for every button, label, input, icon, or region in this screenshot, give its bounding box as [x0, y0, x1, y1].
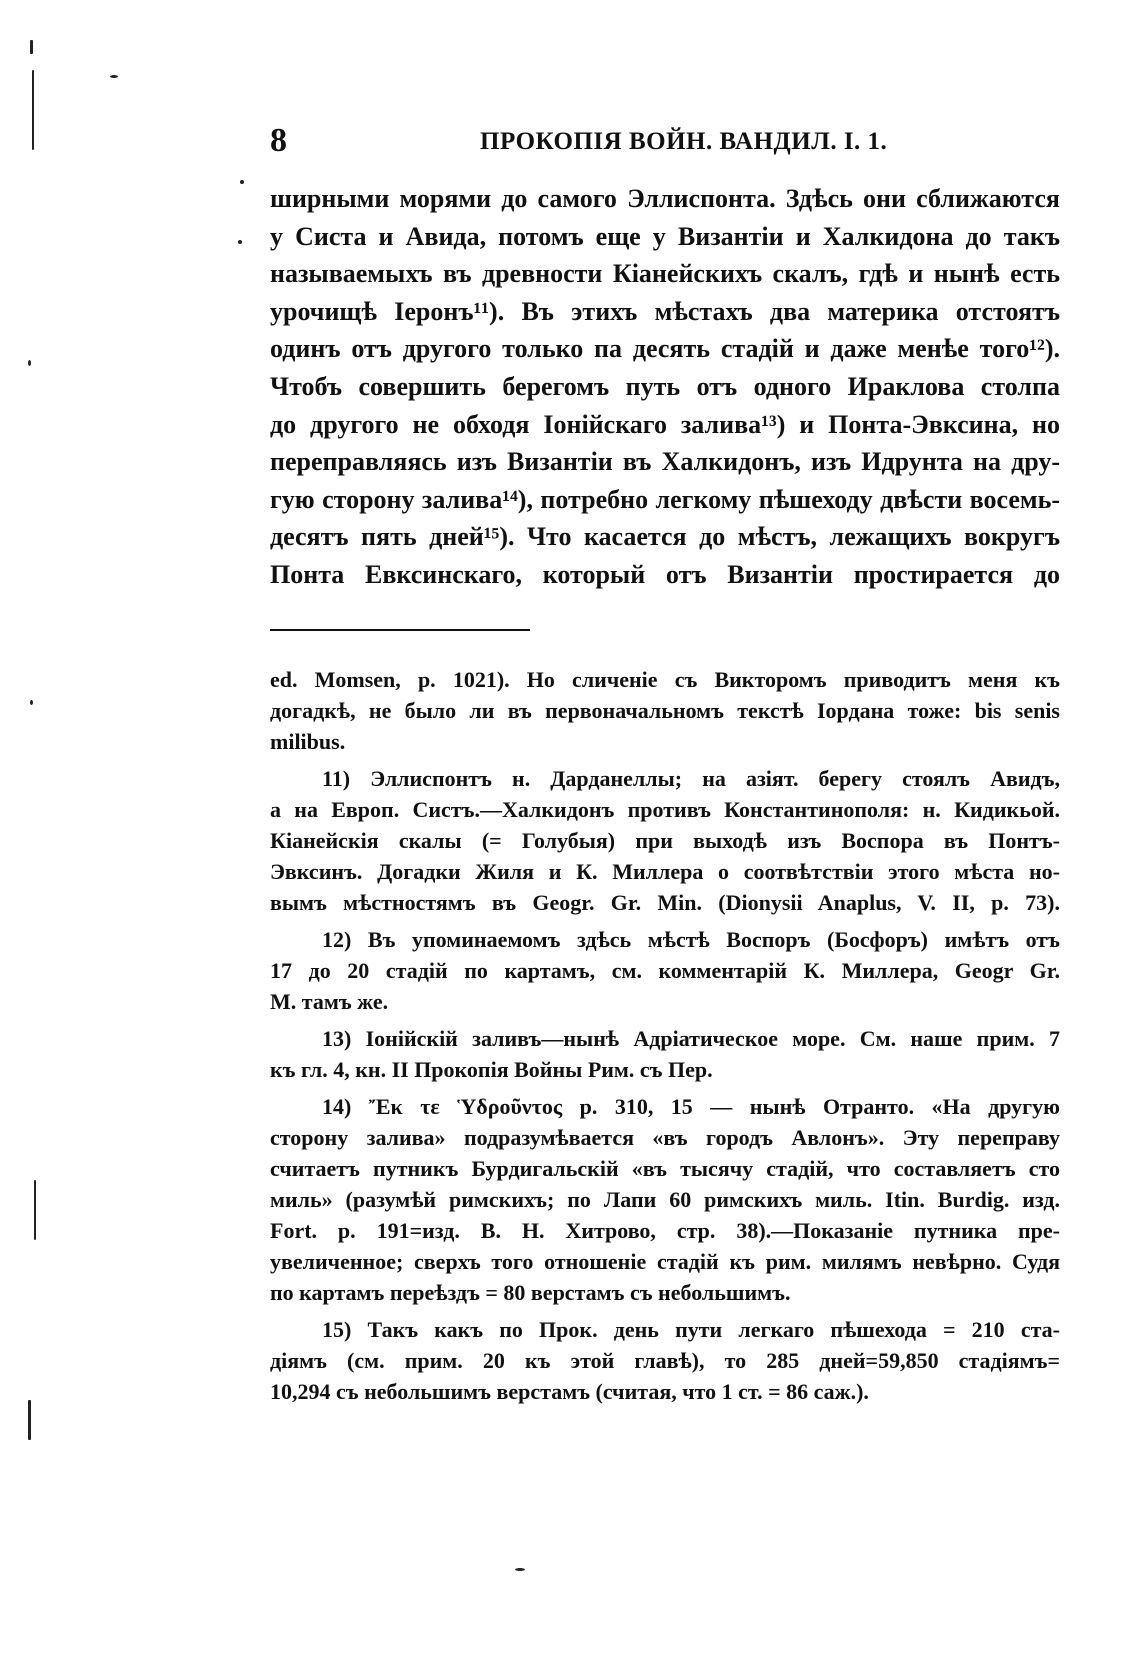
footnote-line: а на Европ. Систъ.—Халкидонъ противъ Константинополя: н. Кидикьой.: [270, 797, 1060, 822]
footnote-line: M. тамъ же.: [270, 989, 389, 1014]
main-text-line: Понта Евксинскаго, который отъ Византіи простирается до: [270, 559, 1060, 589]
footnote-line: 15) Такъ какъ по Прок. день пути легкаго пѣшехода = 210 ста-: [322, 1317, 1060, 1342]
footnote-line: 13) Іонійскій заливъ—нынѣ Адріатическое море. См. наше прим. 7: [322, 1026, 1060, 1051]
footnote-line: къ гл. 4, кн. II Прокопія Войны Рим. съ Пер.: [270, 1057, 713, 1082]
footnote-14: [270, 1091, 1060, 1308]
footnote-line: Fort. p. 191=изд. В. Н. Хитрово, стр. 38).—Показаніе путника пре-: [270, 1218, 1060, 1243]
main-text-line: гую сторону залива¹⁴), потребно легкому пѣшеходу двѣсти восемь-: [270, 484, 1060, 514]
footnote-line: діямъ (см. прим. 20 къ этой главѣ), то 285 дней=59,850 стадіямъ=: [270, 1348, 1060, 1373]
main-text-line: называемыхъ въ древности Кіанейскихъ скалъ, гдѣ и нынѣ есть: [270, 259, 1060, 289]
footnote-11: [270, 763, 1060, 918]
footnote-line: 12) Въ упоминаемомъ здѣсь мѣстѣ Воспоръ (Босфоръ) имѣтъ отъ: [322, 927, 1060, 952]
footnote-line: Эвксинъ. Догадки Жиля и К. Миллера о соотвѣтствіи этого мѣста но-: [270, 859, 1060, 884]
footnote-line: 10,294 съ небольшимъ верстамъ (считая, что 1 ст. = 86 саж.).: [270, 1379, 869, 1404]
scan-speck: [110, 75, 118, 78]
footnote-13: [270, 1023, 1060, 1085]
footnote-line: вымъ мѣстностямъ въ Geogr. Gr. Min. (Dionysii Anaplus, V. II, p. 73).: [270, 890, 1060, 915]
main-text-line: Чтобъ совершить берегомъ путь отъ одного Иракловa столпа: [270, 371, 1060, 401]
scan-speck: [238, 240, 242, 244]
main-text-line: у Систа и Авида, потомъ еще у Византіи и Халкидона до такъ: [270, 221, 1060, 251]
scan-speck: [34, 1180, 36, 1240]
main-text: [270, 180, 1060, 594]
scan-speck: [28, 360, 31, 366]
footnote-line: 14) Ἔκ τε Ὑδροῦντος p. 310, 15 — нынѣ Отранто. «На другую: [322, 1094, 1060, 1119]
footnote-15: [270, 1314, 1060, 1407]
scan-speck: [30, 40, 33, 54]
scan-speck: [32, 70, 34, 150]
main-text-line: переправляясь изъ Византіи въ Халкидонъ, изъ Идрунта на дру-: [270, 447, 1060, 477]
footnote-line: 11) Эллиспонтъ н. Дарданеллы; на азіят. берегу стоялъ Авидъ,: [322, 766, 1060, 791]
main-text-line: одинъ отъ другого только па десять стадій и даже менѣе того¹²).: [270, 334, 1060, 364]
footnote-separator: [270, 629, 530, 631]
scan-speck: [240, 180, 244, 184]
main-text-line: десятъ пять дней¹⁵). Что касается до мѣстъ, лежащихъ вокругъ: [270, 522, 1060, 552]
footnote-line: увеличенное; сверхъ того отношеніе стадій къ рим. милямъ невѣрно. Судя: [270, 1249, 1060, 1274]
footnote-line: по картамъ переѣздъ = 80 верстамъ съ небольшимъ.: [270, 1280, 791, 1305]
footnote-line: 17 до 20 стадій по картамъ, см. комментарій К. Миллера, Geogr Gr.: [270, 958, 1060, 983]
scan-speck: [30, 700, 33, 705]
scan-speck: [515, 1568, 525, 1571]
footnotes: [270, 664, 1060, 1407]
footnote-line: догадкѣ, не было ли въ первоначальномъ текстѣ Іордана тоже: bis senis: [270, 698, 1060, 723]
main-text-line: до другого не обходя Іонійскаго залива¹³) и Понта-Эвксина, но: [270, 409, 1060, 439]
footnote-12: [270, 924, 1060, 1017]
running-title: ПРОКОПІЯ ВОЙН. ВАНДИЛ. I. 1.: [480, 128, 888, 155]
footnote-line: milibus.: [270, 729, 346, 754]
footnote-line: ed. Momsen, p. 1021). Но сличеніе съ Викторомъ приводитъ меня къ: [270, 667, 1060, 692]
footnote-line: миль» (разумѣй римскихъ; по Лапи 60 римскихъ миль. Itin. Burdig. изд.: [270, 1187, 1060, 1212]
main-text-line: урочищѣ Іеронъ¹¹). Въ этихъ мѣстахъ два материка отстоятъ: [270, 296, 1060, 326]
footnote-line: считаетъ путникъ Бурдигальскій «въ тысячу стадій, что составляетъ сто: [270, 1156, 1060, 1181]
scan-speck: [28, 1400, 31, 1440]
main-text-line: ширными морями до самого Эллиспонта. Здѣсь они сближаются: [270, 184, 1060, 213]
footnote-line: сторону залива» подразумѣвается «въ городъ Авлонъ». Эту переправу: [270, 1125, 1060, 1150]
page-header: [270, 122, 1060, 162]
page-number: 8: [270, 122, 287, 159]
footnote-line: Кіанейскія скалы (= Голубыя) при выходѣ изъ Воспора въ Понтъ-: [270, 828, 1060, 853]
footnote-continuation: [270, 664, 1060, 757]
